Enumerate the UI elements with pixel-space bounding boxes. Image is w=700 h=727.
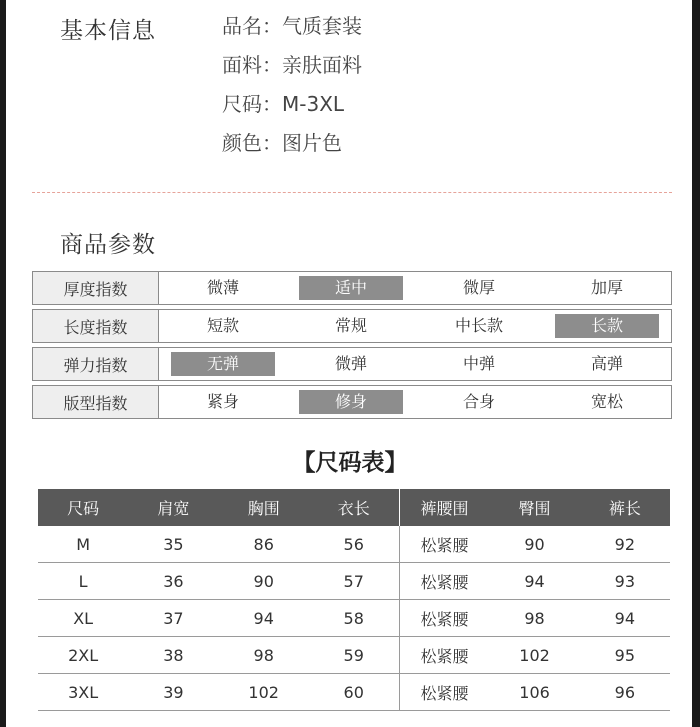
param-option: 长款 — [543, 314, 671, 338]
table-cell: 94 — [219, 600, 309, 637]
table-row — [38, 526, 670, 563]
table-cell: 60 — [309, 674, 399, 711]
table-cell: 松紧腰 — [399, 600, 489, 637]
table-cell: 106 — [489, 674, 579, 711]
table-cell: 57 — [309, 563, 399, 600]
param-label: 长度指数 — [32, 309, 159, 343]
table-cell: 松紧腰 — [399, 563, 489, 600]
param-options — [159, 385, 672, 419]
header-cell: 胸围 — [219, 489, 309, 526]
table-cell: 90 — [219, 563, 309, 600]
table-cell: 58 — [309, 600, 399, 637]
param-option: 宽松 — [590, 392, 623, 411]
color-row: 颜色：图片色 — [222, 131, 342, 155]
basic-info-title: 基本信息 — [60, 18, 156, 44]
param-options — [159, 347, 672, 381]
table-cell: 90 — [489, 526, 579, 563]
param-option: 微厚 — [462, 278, 495, 297]
table-cell: 98 — [489, 600, 579, 637]
param-row-fit — [32, 385, 672, 419]
table-cell: 98 — [219, 637, 309, 674]
table-row — [38, 637, 670, 674]
param-label: 弹力指数 — [32, 347, 159, 381]
table-cell: 松紧腰 — [399, 637, 489, 674]
param-option: 合身 — [462, 392, 495, 411]
table-cell: 94 — [489, 563, 579, 600]
table-cell: 3XL — [38, 674, 128, 711]
param-option: 无弹 — [159, 352, 287, 376]
param-row-thickness — [32, 271, 672, 305]
param-label: 版型指数 — [32, 385, 159, 419]
table-cell: 38 — [128, 637, 218, 674]
table-cell: 35 — [128, 526, 218, 563]
param-options — [159, 271, 672, 305]
header-cell: 裤腰围 — [399, 489, 489, 526]
param-options — [159, 309, 672, 343]
table-cell: 94 — [580, 600, 670, 637]
table-cell: M — [38, 526, 128, 563]
table-cell: L — [38, 563, 128, 600]
param-option: 适中 — [287, 276, 415, 300]
param-option: 微薄 — [206, 278, 239, 297]
header-cell: 尺码 — [38, 489, 128, 526]
table-cell: 36 — [128, 563, 218, 600]
params-title: 商品参数 — [60, 232, 156, 258]
params-table — [32, 271, 672, 423]
param-option: 高弹 — [590, 354, 623, 373]
param-option: 修身 — [287, 390, 415, 414]
header-cell: 臀围 — [489, 489, 579, 526]
table-cell: 102 — [489, 637, 579, 674]
table-row — [38, 674, 670, 711]
table-cell: 86 — [219, 526, 309, 563]
param-option: 微弹 — [334, 354, 367, 373]
param-option: 中长款 — [454, 316, 503, 335]
table-row — [38, 563, 670, 600]
size-chart-title: 【尺码表】 — [292, 450, 408, 476]
param-row-elasticity — [32, 347, 672, 381]
param-label: 厚度指数 — [32, 271, 159, 305]
table-cell: 37 — [128, 600, 218, 637]
table-cell: 93 — [580, 563, 670, 600]
table-cell: 95 — [580, 637, 670, 674]
table-cell: 92 — [580, 526, 670, 563]
table-cell: 松紧腰 — [399, 674, 489, 711]
table-row — [38, 600, 670, 637]
table-cell: 56 — [309, 526, 399, 563]
header-cell: 肩宽 — [128, 489, 218, 526]
header-cell: 裤长 — [580, 489, 670, 526]
table-cell: 39 — [128, 674, 218, 711]
header-cell: 衣长 — [309, 489, 399, 526]
size-chart-header-row — [38, 489, 670, 526]
right-edge-bar — [692, 0, 700, 727]
table-cell: XL — [38, 600, 128, 637]
table-cell: 松紧腰 — [399, 526, 489, 563]
fabric-row: 面料：亲肤面料 — [222, 53, 362, 77]
param-option: 中弹 — [462, 354, 495, 373]
table-cell: 102 — [219, 674, 309, 711]
param-option: 紧身 — [206, 392, 239, 411]
size-chart-table — [38, 489, 670, 711]
param-option: 短款 — [206, 316, 239, 335]
table-cell: 59 — [309, 637, 399, 674]
param-option: 加厚 — [590, 278, 623, 297]
param-row-length — [32, 309, 672, 343]
dashed-divider — [32, 192, 672, 193]
left-edge-bar — [0, 0, 6, 727]
basic-info-list — [222, 10, 362, 166]
product-name-row: 品名：气质套装 — [222, 14, 362, 38]
size-range-row: 尺码：M-3XL — [222, 92, 345, 116]
param-option: 常规 — [334, 316, 367, 335]
table-cell: 2XL — [38, 637, 128, 674]
table-cell: 96 — [580, 674, 670, 711]
